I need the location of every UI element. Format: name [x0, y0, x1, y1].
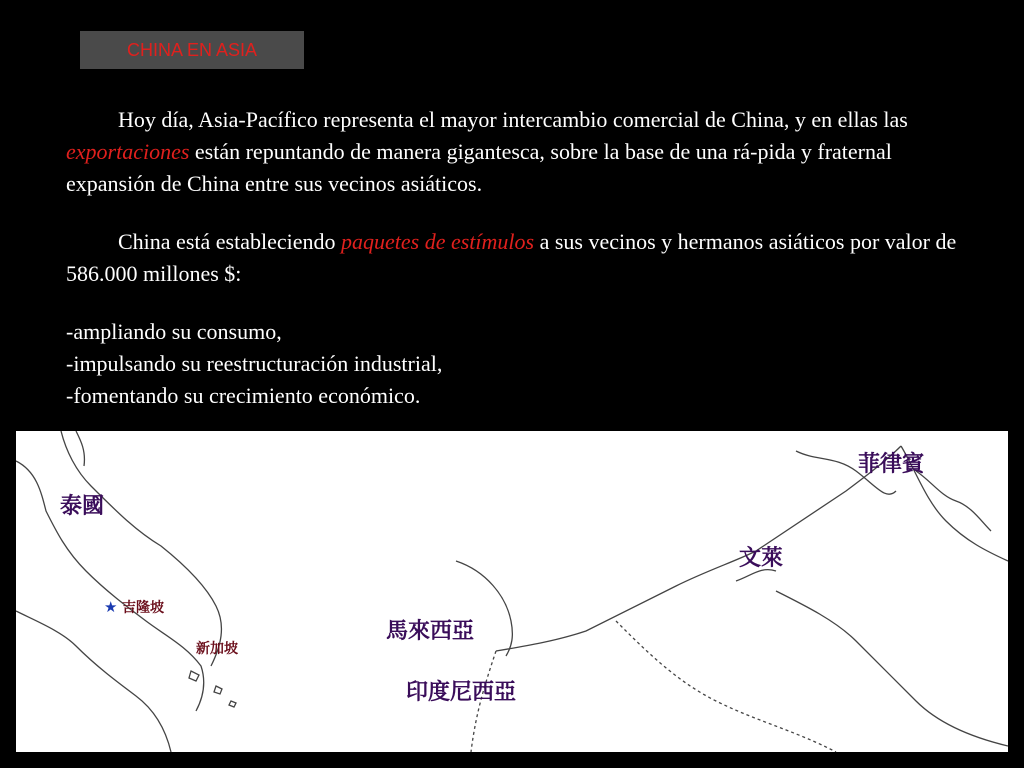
label-thailand: 泰國 [60, 494, 105, 519]
map-svg [16, 431, 1008, 752]
paragraph-2-highlight: paquetes de estímulos [340, 229, 535, 254]
paragraph-2 [66, 226, 966, 290]
label-kuala-lumpur: 吉隆坡 [122, 600, 164, 616]
label-malaysia: 馬來西亞 [386, 619, 475, 644]
capital-star-icon: ★ [104, 600, 118, 616]
slide-title: CHINA EN ASIA [80, 31, 304, 69]
slide-body [66, 104, 966, 412]
southeast-asia-map [16, 431, 1008, 752]
label-philippines: 菲律賓 [858, 452, 925, 477]
stimulus-list [66, 316, 966, 412]
label-brunei: 文萊 [739, 546, 784, 571]
list-item: -fomentando su crecimiento económico. [66, 383, 421, 408]
paragraph-2-before: China está estableciendo [118, 229, 341, 254]
paragraph-1-before: Hoy día, Asia-Pacífico representa el mayor intercambio comercial de China, y en ellas las [118, 107, 908, 132]
paragraph-2-after: a sus vecinos y hermanos asiáticos por valor de 586.000 millones $: [66, 229, 957, 286]
list-item: -ampliando su consumo, [66, 319, 282, 344]
paragraph-1 [66, 104, 966, 200]
label-singapore: 新加坡 [196, 641, 238, 657]
paragraph-1-after: están repuntando de manera gigantesca, sobre la base de una rá-pida y fraternal expansión de China entre sus vecinos asiáticos. [66, 139, 892, 196]
paragraph-1-highlight: exportaciones [66, 139, 190, 164]
label-indonesia: 印度尼西亞 [406, 680, 517, 705]
list-item: -impulsando su reestructuración industrial, [66, 351, 443, 376]
